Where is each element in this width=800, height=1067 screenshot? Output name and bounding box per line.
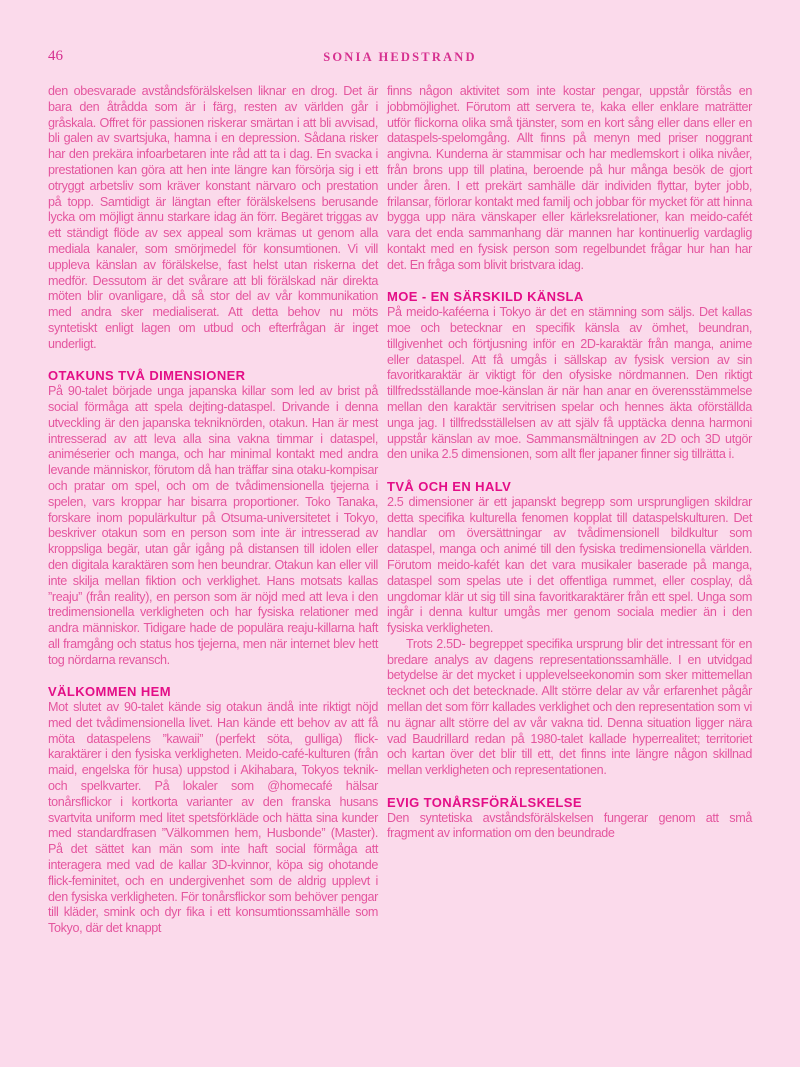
section-heading-valkommen-hem: VÄLKOMMEN HEM xyxy=(48,684,171,700)
body-paragraph: finns någon aktivitet som inte kostar pengar, uppstår förstås en jobbmöjlighet. Förutom att servera te, kaka eller enklare maträtter utför flickorna olika små tjänster, som en kort sång eller dans eller en dataspels-spelomgång. Allt finns på menyn med priser noggrant angivna. Kunderna är stammisar och har medlemskort i olika nivåer, från brons upp till platina, beroende på hur många besök de gjort under åren. I ett prekärt samhälle där individen flyttar, byter jobb, frilansar, förlorar kontakt med familj och jobbar för mycket för att hinna bygga upp nära vänskaper eller kärleksrelationer, kan meido-cafét vara det enda sammanhang där mannen har kontinuerlig vardaglig kontakt med en fysisk person som regelbundet frågar hur han har det. En fråga som blivit bristvara idag. xyxy=(387,84,752,272)
running-header-title: SONIA HEDSTRAND xyxy=(323,50,477,64)
body-paragraph: Den syntetiska avståndsförälskelsen fungerar genom att små fragment av information om den beundrade xyxy=(387,810,752,841)
section-heading-otakuns-tva-dimensioner: OTAKUNS TVÅ DIMENSIONER xyxy=(48,368,246,384)
body-paragraph: På 90-talet började unga japanska killar som led av brist på social förmåga att spela dejting-dataspel. Drivande i denna utveckling är den japanska tekniknörden, otakun. Han är mest intresserad av att leva alla sina vakna timmar i dataspel, animéserier och manga, och har minimal kontakt med andra levande människor, förutom då han träffar sina otaku-kompisar och pratar om spel, och om de tvådimensionella tjejerna i spelen, vars kroppar har bisarra proportioner. Toko Tanaka, forskare inom populärkultur på Otsuma-universitetet i Tokyo, beskriver otakun som en person som inte är intresserad av kroppsliga begär, utan går igång på distansen till idolen eller den digitala karaktären som hen beundrar. Otakun kan eller vill inte skilja mellan fiktion och verklighet. Hans motsats kallas ”reaju” (från reality), en person som är nöjd med att leva i den tredimensionella verkligheten och har fysiska relationer med andra människor. Tidigare hade de populära reaju-killarna haft all framgång och status hos tjejerna, men när internet blev hett tog nördarna revansch. xyxy=(48,384,378,667)
page-number: 46 xyxy=(48,48,63,64)
body-paragraph: Mot slutet av 90-talet kände sig otakun ändå inte riktigt nöjd med det tvådimensionella livet. Han kände ett behov av att få möta dataspelens ”kawaii” (perfekt söta, gulliga) flick-karaktärer i den fysiska verkligheten. Meido-café-kulturen (från maid, engelska för husa) uppstod i Akihabara, Tokyos teknik- och spelkvarter. På lokaler som @homecafé hälsar tonårsflickor i kortkorta varianter av den franska husans svartvita uniform med litet spetsförkläde och hätta sina kunder med standardfrasen ”Välkommen hem, Husbonde” (Master). På det sättet kan män som inte haft social förmåga att interagera med vad de kallar 3D-kvinnor, köpa sig ohotande flick-feminitet, och en undergivenhet som de aldrig upplevt i den fysiska verkligheten. För tonårsflickor som behöver pengar till kläder, smink och dyr fika i ett konsumtionssamhälle som Tokyo, där det knappt xyxy=(48,700,378,936)
body-paragraph: 2.5 dimensioner är ett japanskt begrepp som ursprungligen skildrar detta specifika kulturella fenomen kopplat till dataspelskulturen. Det handlar om översättningar av tvådimensionell bildkultur som dataspel, manga och animé till den fysiska tredimensionella världen. Förutom meido-kafét kan det vara musikaler baserade på manga, dataspel som spelas ute i det offentliga rummet, eller cosplay, då ungdomar klär ut sig till sina favoritkaraktärer från ett spel. Unga som ingår i denna kultur umgås mer genom sociala medier än i den fysiska verkligheten. xyxy=(387,494,752,636)
running-head xyxy=(48,48,752,66)
column-left xyxy=(48,84,378,937)
section-heading-moe-en-sarskild-kansla: MOE - EN SÄRSKILD KÄNSLA xyxy=(387,289,584,305)
section-heading-evig-tonarsforalskelse: EVIG TONÅRSFÖRÄLSKELSE xyxy=(387,794,582,810)
body-paragraph: den obesvarade avståndsförälskelsen liknar en drog. Det är bara den åtrådda som är i färg, resten av världen går i gråskala. Offret för passionen riskerar smärtan i att bli avvisad, bli galen av svartsjuka, hamna i en depression. Sådana risker har den prekära infoarbetaren inte råd att ta i dag. En svacka i prestationen kan göra att hen inte längre kan försörja sig i ett otryggt arbetsliv som kräver konstant närvaro och prestation på topp. Samtidigt är längtan efter förälskelsens berusande lycka om möjligt ännu starkare idag än förr. Begäret triggas av ett ständigt flöde av sex appeal som krämas ut genom alla mediala kanaler, som smörjmedel för konsumtionen. Vi vill uppleva känslan av förälskelse, fast helst utan riskerna det medför. Dessutom är det svårare att bli förälskad när direkta möten blir ovanligare, då så stor del av vår kommunikation med andra sker medialiserat. Att detta behov nu möts syntetiskt enligt lagen om utbud och efterfrågan är inget underligt. xyxy=(48,84,378,351)
body-paragraph: På meido-kaféerna i Tokyo är det en stämning som säljs. Det kallas moe och betecknar en specifik känsla av ömhet, beundran, tillgivenhet och förtjusning inför en 2D-karaktär från manga, anime eller dataspel. Att få umgås i sällskap av fysisk version av sin favoritkaraktär är viktigt för den ofysiske nördmannen. Den riktigt tillfredsställande moe-känslan är när han anar en överensstämmelse mellan den karaktär servitrisen spelar och hennes äkta oförställda unga jag. I tillfredsställelsen av att själv få upptäcka denna harmoni uppstår känslan av moe. Sammansmältningen av 2D och 3D utgör den unika 2.5 dimensionen, som allt fler japaner finner sig tillrätta i. xyxy=(387,305,752,462)
section-heading-tva-och-en-halv: TVÅ OCH EN HALV xyxy=(387,478,512,494)
body-paragraph: Trots 2.5D- begreppet specifika ursprung blir det intressant för en bredare analys av dagens representationssamhälle. I en utvidgad betydelse är det mycket i upplevelseekonomin som sker mittemellan tecknet och det betecknade. Allt större delar av vår erfarenhet pågår mellan det som förr kallades verklighet och den representation som vi nu ägnar allt större del av vår vakna tid. Denna situation ligger nära vad Baudrillard redan på 1980-talet kallade hyperrealitet; territoriet och kartan över det blir till ett, det finns inte längre någon skillnad mellan verkligheten och representationen. xyxy=(387,636,752,778)
column-right xyxy=(387,84,752,937)
text-content xyxy=(48,84,752,937)
